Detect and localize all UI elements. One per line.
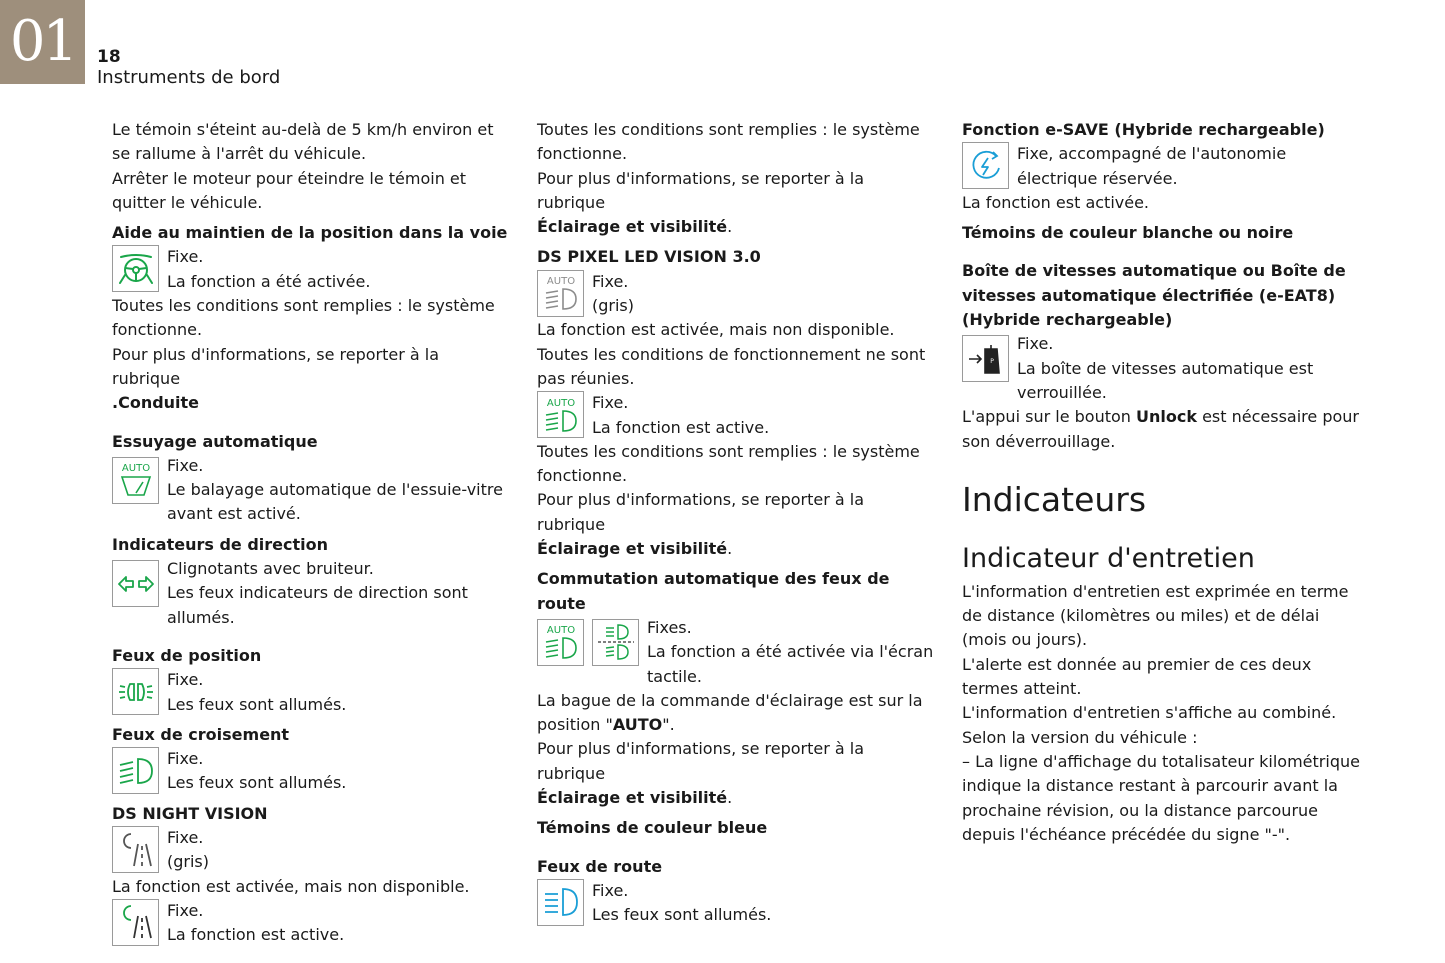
state-text: Fixe, accompagné de l'autonomie électrique réservée. [1017,144,1287,188]
turn-signal-heading: Indicateurs de direction [112,534,328,554]
paragraph: La fonction est activée. [962,192,1149,212]
turn-signal-entry [112,557,512,630]
state-text: Fixe. [167,247,204,267]
lane-keeping-entry [112,245,512,294]
state-text: Fixe. [167,670,204,690]
gearbox-lock-icon [962,335,1009,382]
description-text: Les feux sont allumés. [167,773,347,793]
auto-headlamp-icon [537,619,584,666]
reference-text: Pour plus d'informations, se reporter à la rubrique Éclairage et visibilité. [537,168,865,237]
state-text: Fixes. [647,617,692,637]
blue-indicators-heading: Témoins de couleur bleue [537,818,768,838]
reference-link: Éclairage et visibilité [537,539,728,559]
auto-wiper-entry [112,454,512,527]
paragraph: L'alerte est donnée au premier de ces deux termes atteint. [962,654,1312,699]
e-save-icon [962,142,1009,189]
column-1 [112,118,512,948]
reference-text: Pour plus d'informations, se reporter à la rubrique Éclairage et visibilité. [537,490,865,559]
description-text: La fonction est active. [167,925,345,945]
description-text: Les feux sont allumés. [167,694,347,714]
svg-text:P: P [989,357,994,365]
state-text: Fixe. [167,828,204,848]
white-indicators-heading: Témoins de couleur blanche ou noire [962,223,1294,243]
gearbox-heading: Boîte de vitesses automatique ou Boîte de vitesses automatique électrifiée (e-EAT8) (Hybride rechargeable) [962,261,1346,330]
paragraph: L'information d'entretien s'affiche au combiné. [962,703,1337,723]
paragraph: La fonction est activée, mais non disponible. [537,320,895,340]
high-beam-entry [537,879,937,928]
reference-link: Éclairage et visibilité [537,217,728,237]
column-2 [537,118,937,928]
reference-link: .Conduite [112,393,200,413]
description-text: (gris) [167,852,209,872]
state-text: Fixe. [592,393,629,413]
state-text: Fixe. [1017,334,1054,354]
pixel-led-grey-entry [537,270,937,319]
description-text: Le balayage automatique de l'essuie-vitre avant est activé. [167,480,503,524]
lane-keeping-icon [112,245,159,292]
state-text: Clignotants avec bruiteur. [167,559,374,579]
pixel-led-green-entry [537,391,937,440]
gearbox-entry [962,332,1362,405]
paragraph: Toutes les conditions sont remplies : le système fonctionne. [537,441,920,486]
description-text: La fonction a été activée. [167,271,371,291]
icon-label: AUTO [546,276,575,288]
state-text: Fixe. [592,271,629,291]
auto-high-beam-entry [537,616,937,689]
position-lights-entry [112,668,512,717]
night-vision-grey-entry [112,826,512,875]
paragraph: Le témoin s'éteint au-delà de 5 km/h environ et se rallume à l'arrêt du véhicule. [112,120,494,164]
description-text: Les feux sont allumés. [592,905,772,925]
state-text: Fixe. [167,749,204,769]
icon-label: AUTO [546,625,575,637]
paragraph: Selon la version du véhicule : [962,727,1198,747]
turn-signal-icon [112,560,159,607]
paragraph: L'appui sur le bouton Unlock est nécessaire pour son déverrouillage. [962,407,1359,451]
night-vision-green-icon [112,899,159,946]
page-number: 18 [97,47,121,67]
paragraph: Toutes les conditions de fonctionnement ne sont pas réunies. [537,344,926,388]
paragraph: Toutes les conditions sont remplies : le système fonctionne. [112,296,495,340]
chapter-tab: 01 [0,0,85,84]
paragraph: Arrêter le moteur pour éteindre le témoin et quitter le véhicule. [112,168,467,212]
section-title: Indicateurs [962,479,1147,519]
description-text: La fonction est active. [592,417,770,437]
high-beam-heading: Feux de route [537,856,663,876]
chapter-title: Instruments de bord [97,67,281,88]
dipped-beam-icon [112,747,159,794]
column-3 [962,118,1362,847]
auto-high-beam-icon [592,619,639,666]
state-text: Fixe. [592,880,629,900]
pixel-led-grey-icon [537,270,584,317]
night-vision-grey-icon [112,826,159,873]
state-text: Fixe. [167,900,204,920]
position-lights-icon [112,668,159,715]
description-text: Les feux indicateurs de direction sont allumés. [167,583,468,627]
auto-wiper-heading: Essuyage automatique [112,431,318,451]
high-beam-icon [537,879,584,926]
auto-wiper-icon [112,457,159,504]
dipped-beam-heading: Feux de croisement [112,724,290,744]
icon-label: AUTO [546,397,575,409]
description-text: La boîte de vitesses automatique est verrouillée. [1017,358,1314,402]
e-save-heading: Fonction e-SAVE (Hybride rechargeable) [962,120,1325,139]
icon-label: AUTO [121,463,150,475]
paragraph: Toutes les conditions sont remplies : le système fonctionne. [537,120,920,164]
pixel-led-green-icon [537,391,584,438]
pixel-led-heading: DS PIXEL LED VISION 3.0 [537,247,761,267]
night-vision-green-entry [112,899,512,948]
position-lights-heading: Feux de position [112,645,262,665]
list-item: – La ligne d'affichage du totalisateur kilométrique indique la distance restant à parcourir avant la prochaine révision, ou la distance parcourue depuis l'échéance précédée du signe "-". [962,751,1360,844]
dipped-beam-entry [112,747,512,796]
paragraph: L'information d'entretien est exprimée en terme de distance (kilomètres ou miles) et de délai (mois ou jours). [962,581,1349,650]
reference-text: Pour plus d'informations, se reporter à la rubrique Éclairage et visibilité. [537,739,865,808]
description-text: La fonction a été activée via l'écran tactile. [647,642,934,686]
reference-text: Pour plus d'informations, se reporter à la rubrique .Conduite [112,344,440,413]
auto-high-beam-heading: Commutation automatique des feux de route [537,569,890,613]
lane-keeping-heading: Aide au maintien de la position dans la voie [112,223,508,243]
e-save-entry [962,142,1362,191]
reference-link: Éclairage et visibilité [537,788,728,808]
paragraph: La bague de la commande d'éclairage est sur la position "AUTO". [537,690,923,735]
subsection-title: Indicateur d'entretien [962,542,1255,574]
state-text: Fixe. [167,455,204,475]
night-vision-heading: DS NIGHT VISION [112,803,268,823]
paragraph: La fonction est activée, mais non disponible. [112,876,470,896]
description-text: (gris) [592,296,634,316]
